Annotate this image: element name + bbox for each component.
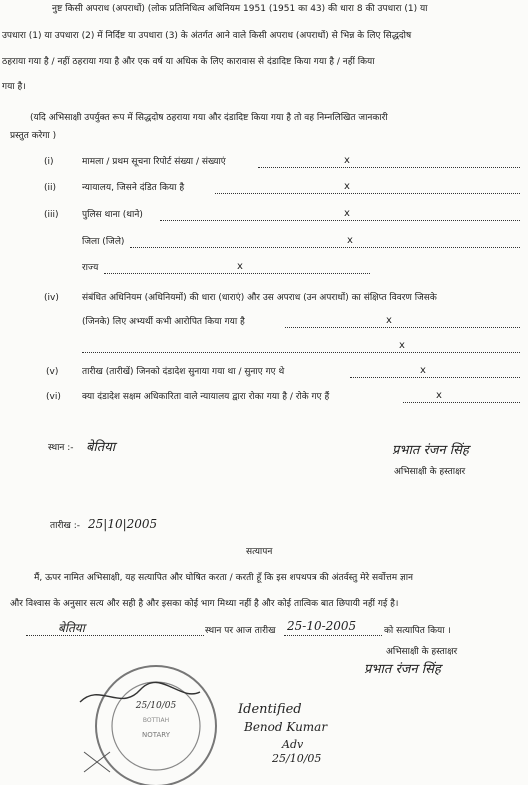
date-label: तारीख :- [50, 521, 80, 531]
verification-title: सत्यापन [246, 547, 273, 557]
item-i-value: x [344, 155, 350, 166]
item-iv-value-1: x [386, 315, 392, 326]
svg-text:25/10/05: 25/10/05 [135, 701, 177, 711]
item-iii-line [160, 220, 520, 221]
place-label: स्थान :- [48, 443, 74, 453]
item-vi-line [403, 402, 520, 403]
item-ii-line [215, 193, 520, 194]
conditional-line-2: प्रस्तुत करेगा ) [10, 131, 57, 141]
place-handwritten: बेतिया [86, 440, 116, 455]
item-iv-value-2: x [399, 340, 405, 351]
item-iv-label-2: (जिनके) लिए अभ्यर्थी कभी आरोपित किया गया है [82, 317, 245, 327]
item-i-number: (i) [44, 157, 54, 167]
item-iii-district-label: जिला (जिले) [82, 237, 125, 247]
intro-line-1: नुष्ट किसी अपराध (अपराधों) (लोक प्रतिनिधित्व अधिनियम 1951 (1951 का 43) की धारा 8 की उपधारा (1) या [52, 4, 428, 14]
intro-line-4: गया है। [2, 82, 26, 92]
item-iii-number: (iii) [44, 210, 59, 220]
item-ii-value: x [344, 181, 350, 192]
date-handwritten: 25|10|2005 [88, 517, 158, 531]
item-v-value: x [420, 365, 426, 376]
deponent-signature-label-1: अभिसाक्षी के हस्ताक्षर [394, 467, 466, 477]
identified-line-3: Adv [282, 738, 304, 751]
verification-line-1: मैं, ऊपर नामित अभिसाक्षी, यह सत्यापित और घोषित करता / करती हूँ कि इस शपथपत्र की अंतर्वस्तु मेरे सर्वोत्तम ज्ञान [34, 573, 414, 583]
item-iii-label: पुलिस थाना (थाने) [82, 210, 143, 220]
verification-place-line [26, 635, 204, 636]
item-iii-value: x [344, 208, 350, 219]
identified-line-1: Identified [238, 702, 302, 717]
item-iv-line-2 [82, 352, 520, 353]
intro-line-2: उपधारा (1) या उपधारा (2) में निर्दिष्ट या उपधारा (3) के अंतर्गत आने वाले किसी अपराध (अपराधों) से भिन्न के लिए सिद्धदोष [2, 31, 412, 41]
identified-line-2: Benod Kumar [244, 720, 328, 734]
item-vi-label: क्या दंडादेश सक्षम अधिकारिता वाले न्यायालय द्वारा रोका गया है / रोके गए हैं [82, 392, 330, 402]
item-iv-line-1 [285, 327, 520, 328]
verification-line-2: और विश्वास के अनुसार सत्य और सही है और इसका कोई भाग मिथ्या नहीं है और कोई तात्विक बात छिपायी नहीं गई है। [10, 599, 399, 609]
identified-line-4: 25/10/05 [272, 752, 322, 765]
svg-text:BOTTIAH: BOTTIAH [142, 717, 170, 724]
verification-place-handwritten: बेतिया [58, 621, 85, 635]
notary-seal [70, 662, 240, 785]
item-v-line [350, 377, 520, 378]
item-iii-state-label: राज्य [82, 263, 99, 273]
conditional-line-1: (यदि अभिसाक्षी उपर्युक्त रूप में सिद्धदोष ठहराया गया और दंडादिष्ट किया गया है तो वह निम्नलिखित जानकारी [30, 113, 388, 123]
item-iv-number: (iv) [44, 293, 59, 303]
item-vi-value: x [436, 390, 442, 401]
deponent-signature-label-2: अभिसाक्षी के हस्ताक्षर [386, 647, 458, 657]
svg-text:NOTARY: NOTARY [142, 731, 170, 739]
item-v-number: (v) [46, 367, 59, 377]
item-ii-number: (ii) [44, 183, 57, 193]
item-iii-state-line [104, 273, 370, 274]
item-iii-district-line [130, 247, 520, 248]
intro-line-3: ठहराया गया है / नहीं ठहराया गया है और एक वर्ष या अधिक के लिए कारावास से दंडादिष्ट किया गया है / नहीं किया [2, 57, 375, 67]
verification-mid-text: स्थान पर आज तारीख [205, 626, 276, 636]
item-i-line [258, 167, 520, 168]
item-ii-label: न्यायालय, जिसने दंडित किया है [82, 183, 185, 193]
item-vi-number: (vi) [46, 392, 61, 402]
item-iv-label-1: संबंधित अधिनियम (अधिनियमों) की धारा (धाराएं) और उस अपराध (उन अपराधों) का संक्षिप्त विवरण जिसके [82, 293, 437, 303]
item-iii-state-value: x [237, 261, 243, 272]
item-v-label: तारीख (तारीखें) जिनको दंडादेश सुनाया गया था / सुनाए गए थे [82, 367, 285, 377]
item-iii-district-value: x [347, 235, 353, 246]
verification-date-line [284, 635, 382, 636]
verification-date-handwritten: 25-10-2005 [287, 619, 357, 633]
deponent-signature-2: प्रभात रंजन सिंह [364, 662, 441, 677]
item-i-label: मामला / प्रथम सूचना रिपोर्ट संख्या / संख्याएं [82, 157, 226, 167]
deponent-signature-1: प्रभात रंजन सिंह [392, 443, 469, 458]
verification-tail-text: को सत्यापित किया । [384, 626, 451, 636]
